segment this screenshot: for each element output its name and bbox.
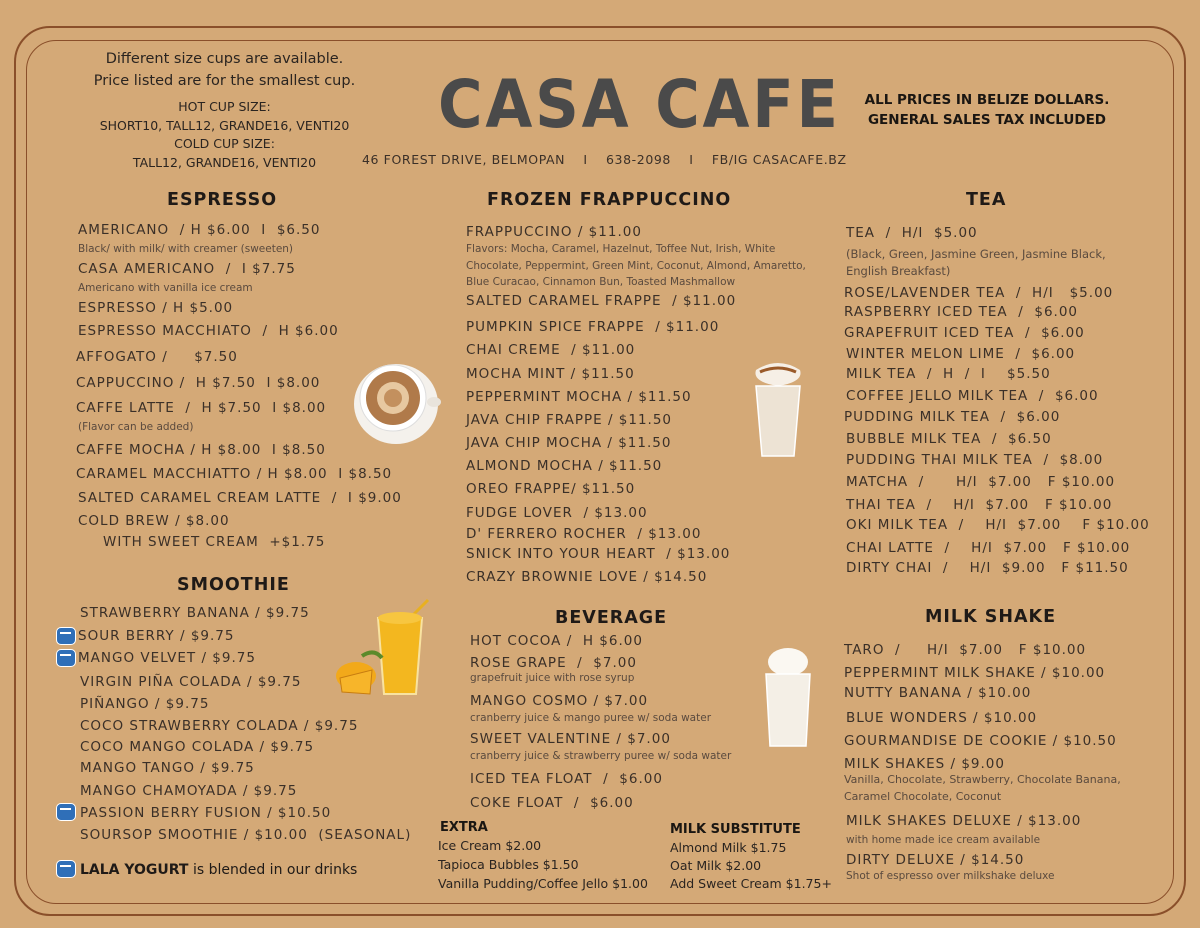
menu-item: HOT COCOA / H $6.00	[470, 633, 643, 649]
cup-sizes	[72, 98, 377, 172]
menu-item: MOCHA MINT / $11.50	[466, 366, 635, 382]
menu-item: MILK SHAKES / $9.00	[844, 756, 1005, 772]
menu-item: AMERICANO / H $6.00 I $6.50	[78, 222, 321, 238]
menu-item: MATCHA / H/I $7.00 F $10.00	[846, 474, 1116, 490]
cup-size-note	[72, 48, 377, 92]
frappe-glass-icon	[748, 360, 808, 464]
item-description: grapefruit juice with rose syrup	[470, 672, 635, 684]
menu-item: STRAWBERRY BANANA / $9.75	[80, 605, 310, 621]
menu-item: MILK SHAKES DELUXE / $13.00	[846, 813, 1082, 829]
menu-item: GRAPEFRUIT ICED TEA / $6.00	[844, 325, 1085, 341]
extra-item: Vanilla Pudding/Coffee Jello $1.00	[438, 876, 648, 891]
milkshake-glass-icon	[760, 646, 816, 750]
yogurt-icon	[56, 860, 76, 878]
yogurt-icon	[56, 649, 76, 667]
menu-item: RASPBERRY ICED TEA / $6.00	[844, 304, 1079, 320]
menu-item: CAFFE LATTE / H $7.50 I $8.00	[76, 400, 327, 416]
menu-item: AFFOGATO / $7.50	[76, 349, 238, 365]
menu-item: DIRTY DELUXE / $14.50	[846, 852, 1025, 868]
menu-item: PEPPERMINT MOCHA / $11.50	[466, 389, 692, 405]
menu-item: ROSE GRAPE / $7.00	[470, 655, 637, 671]
prices-note	[862, 90, 1112, 130]
menu-item: FUDGE LOVER / $13.00	[466, 505, 648, 521]
hot-cup-sizes: SHORT10, TALL12, GRANDE16, VENTI20	[99, 117, 350, 133]
tea-heading: TEA	[966, 190, 1007, 210]
item-description: Vanilla, Chocolate, Strawberry, Chocolate Banana, Caramel Chocolate, Coconut	[844, 773, 1121, 803]
cafe-contact-info: 46 FOREST DRIVE, BELMOPAN I 638-2098 I FB/IG CASACAFE.BZ	[362, 152, 847, 167]
cup-note-line-1: Different size cups are available.	[105, 51, 344, 67]
item-description: with home made ice cream available	[846, 834, 1041, 846]
prices-note-line-1: ALL PRICES IN BELIZE DOLLARS.	[864, 92, 1110, 108]
milk-substitute-item: Add Sweet Cream $1.75+	[670, 876, 832, 891]
item-description: Americano with vanilla ice cream	[78, 282, 253, 294]
cold-cup-label: COLD CUP SIZE:	[174, 136, 275, 151]
menu-item: COKE FLOAT / $6.00	[470, 795, 634, 811]
menu-item: BUBBLE MILK TEA / $6.50	[846, 431, 1052, 447]
menu-item: TEA / H/I $5.00	[846, 225, 978, 241]
menu-item: PASSION BERRY FUSION / $10.50	[80, 805, 332, 821]
cup-note-line-2: Price listed are for the smallest cup.	[93, 73, 356, 89]
menu-item: GOURMANDISE DE COOKIE / $10.50	[844, 733, 1117, 749]
menu-item: SALTED CARAMEL CREAM LATTE / I $9.00	[78, 490, 402, 506]
item-description: Shot of espresso over milkshake deluxe	[846, 870, 1055, 882]
menu-item: SALTED CARAMEL FRAPPE / $11.00	[466, 293, 737, 309]
menu-item: ESPRESSO / H $5.00	[78, 300, 234, 316]
menu-item: JAVA CHIP MOCHA / $11.50	[466, 435, 672, 451]
milk-substitute-item: Almond Milk $1.75	[670, 840, 787, 855]
milkshake-heading: MILK SHAKE	[925, 607, 1057, 627]
menu-item: THAI TEA / H/I $7.00 F $10.00	[846, 497, 1113, 513]
menu-item: SNICK INTO YOUR HEART / $13.00	[466, 546, 731, 562]
menu-item: CAPPUCCINO / H $7.50 I $8.00	[76, 375, 321, 391]
yogurt-note-text: is blended in our drinks	[188, 862, 358, 878]
menu-item: PUDDING MILK TEA / $6.00	[844, 409, 1061, 425]
menu-item: ALMOND MOCHA / $11.50	[466, 458, 663, 474]
item-description: cranberry juice & strawberry puree w/ soda water	[470, 750, 732, 762]
yogurt-note	[80, 862, 357, 878]
menu-item: MILK TEA / H / I $5.50	[846, 366, 1051, 382]
prices-note-line-2: GENERAL SALES TAX INCLUDED	[867, 112, 1107, 128]
menu-item: PUDDING THAI MILK TEA / $8.00	[846, 452, 1104, 468]
menu-item: ROSE/LAVENDER TEA / H/I $5.00	[844, 285, 1114, 301]
item-description: (Black, Green, Jasmine Green, Jasmine Black, English Breakfast)	[846, 247, 1106, 278]
menu-item: PIÑANGO / $9.75	[80, 696, 210, 712]
frappuccino-flavors: Flavors: Mocha, Caramel, Hazelnut, Toffee Nut, Irish, White Chocolate, Peppermint, Green Mint, Coconut, Almond, Amaretto, Blue Curacao, Cinnamon Bun, Toasted Mashmallow	[466, 243, 806, 288]
menu-item: SWEET VALENTINE / $7.00	[470, 731, 671, 747]
menu-item: MANGO TANGO / $9.75	[80, 760, 255, 776]
menu-item: COFFEE JELLO MILK TEA / $6.00	[846, 388, 1099, 404]
milk-substitute-heading: MILK SUBSTITUTE	[670, 822, 801, 837]
menu-item: OREO FRAPPE/ $11.50	[466, 481, 636, 497]
milk-substitute-item: Oat Milk $2.00	[670, 858, 762, 873]
menu-item: D' FERRERO ROCHER / $13.00	[466, 526, 702, 542]
cold-cup-sizes: TALL12, GRANDE16, VENTI20	[132, 154, 317, 170]
yogurt-icon	[56, 803, 76, 821]
menu-item: CHAI CREME / $11.00	[466, 342, 636, 358]
menu-item: NUTTY BANANA / $10.00	[844, 685, 1032, 701]
menu-item: SOURSOP SMOOTHIE / $10.00 (SEASONAL)	[80, 827, 412, 843]
menu-item: ICED TEA FLOAT / $6.00	[470, 771, 663, 787]
yogurt-icon	[56, 627, 76, 645]
menu-item: CRAZY BROWNIE LOVE / $14.50	[466, 569, 708, 585]
menu-item: COCO STRAWBERRY COLADA / $9.75	[80, 718, 359, 734]
item-description: Black/ with milk/ with creamer (sweeten)	[78, 243, 294, 255]
menu-item: TARO / H/I $7.00 F $10.00	[844, 642, 1087, 658]
extra-item: Ice Cream $2.00	[438, 838, 542, 853]
menu-item: WITH SWEET CREAM +$1.75	[103, 534, 326, 550]
menu-item: CAFFE MOCHA / H $8.00 I $8.50	[76, 442, 326, 458]
latte-cup-icon	[352, 356, 444, 446]
frappuccino-heading: FROZEN FRAPPUCCINO	[487, 190, 732, 210]
menu-item: COLD BREW / $8.00	[78, 513, 230, 529]
menu-item: CHAI LATTE / H/I $7.00 F $10.00	[846, 540, 1131, 556]
beverage-heading: BEVERAGE	[555, 608, 668, 628]
menu-item: BLUE WONDERS / $10.00	[846, 710, 1038, 726]
extra-item: Tapioca Bubbles $1.50	[438, 857, 579, 872]
espresso-heading: ESPRESSO	[167, 190, 278, 210]
menu-item: SOUR BERRY / $9.75	[78, 628, 235, 644]
menu-item: DIRTY CHAI / H/I $9.00 F $11.50	[846, 560, 1129, 576]
menu-item: ESPRESSO MACCHIATO / H $6.00	[78, 323, 339, 339]
menu-item: PUMPKIN SPICE FRAPPE / $11.00	[466, 319, 720, 335]
cafe-title: CASA CAFE	[438, 66, 841, 143]
item-description: (Flavor can be added)	[78, 421, 194, 433]
menu-item: JAVA CHIP FRAPPE / $11.50	[466, 412, 673, 428]
yogurt-brand: LALA YOGURT	[80, 862, 189, 878]
mango-smoothie-icon	[332, 598, 436, 702]
menu-item: PEPPERMINT MILK SHAKE / $10.00	[844, 665, 1106, 681]
menu-item: MANGO COSMO / $7.00	[470, 693, 649, 709]
item-description: cranberry juice & mango puree w/ soda water	[470, 712, 712, 724]
menu-item: OKI MILK TEA / H/I $7.00 F $10.00	[846, 517, 1150, 533]
menu-item: MANGO CHAMOYADA / $9.75	[80, 783, 298, 799]
menu-item: FRAPPUCCINO / $11.00	[466, 224, 642, 240]
menu-item: WINTER MELON LIME / $6.00	[846, 346, 1076, 362]
menu-item: CASA AMERICANO / I $7.75	[78, 261, 296, 277]
menu-item: CARAMEL MACCHIATTO / H $8.00 I $8.50	[76, 466, 393, 482]
menu-item: MANGO VELVET / $9.75	[78, 650, 256, 666]
menu-item: COCO MANGO COLADA / $9.75	[80, 739, 315, 755]
menu-item: VIRGIN PIÑA COLADA / $9.75	[80, 674, 302, 690]
hot-cup-label: HOT CUP SIZE:	[178, 99, 271, 114]
smoothie-heading: SMOOTHIE	[177, 575, 290, 595]
extra-heading: EXTRA	[440, 820, 488, 835]
